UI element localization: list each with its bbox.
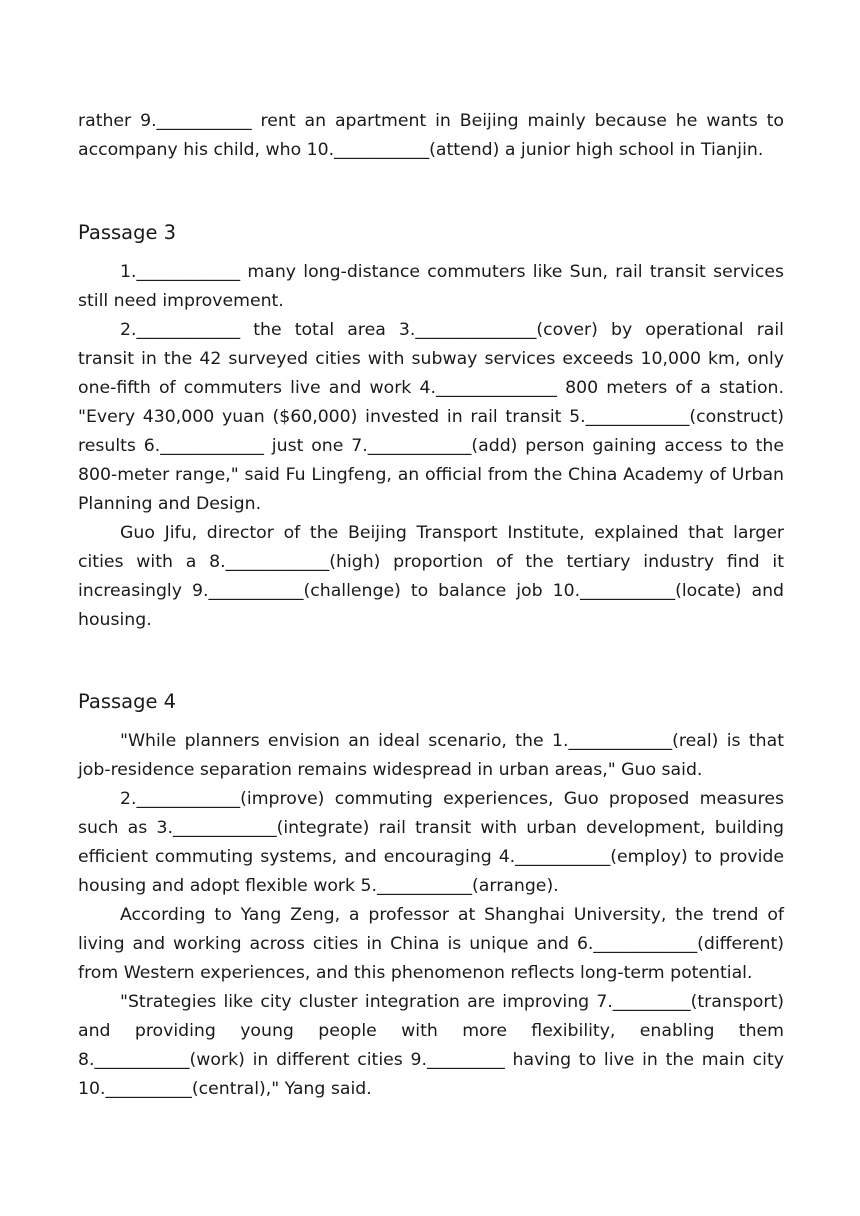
passage-2-tail-paragraph: rather 9.___________ rent an apartment in Beijing mainly because he wants to accompany his child, who 10.___________(attend) a junior high school in Tianjin. xyxy=(78,111,784,160)
passage-4-paragraph-1: "While planners envision an ideal scenario, the 1.____________(real) is that job-residence separation remains widespread in urban areas," Guo said. xyxy=(78,731,784,780)
passage-3-heading: Passage 3 xyxy=(78,221,177,244)
passage-4-paragraph-4: "Strategies like city cluster integration are improving 7._________(transport) and providing young people with more flexibility, enabling them 8.___________(work) in different cities 9._________ having to live in the main city 10.__________(central)," Yang said. xyxy=(78,992,784,1099)
passage-3-paragraph-2: 2.____________ the total area 3.______________(cover) by operational rail transit in the 42 surveyed cities with subway services exceeds 10,000 km, only one-fifth of commuters live and work 4.______________ 800 meters of a station. "Every 430,000 yuan ($60,000) invested in rail transit 5.____________(construct) results 6.____________ just one 7.____________(add) person gaining access to the 800-meter range," said Fu Lingfeng, an official from the China Academy of Urban Planning and Design. xyxy=(78,320,784,514)
passage-4-paragraph-3: According to Yang Zeng, a professor at Shanghai University, the trend of living and working across cities in China is unique and 6.____________(different) from Western experiences, and this phenomenon reflects long-term potential. xyxy=(78,905,784,983)
passage-4-heading: Passage 4 xyxy=(78,690,177,713)
passage-4-paragraph-2: 2.____________(improve) commuting experiences, Guo proposed measures such as 3.____________(integrate) rail transit with urban development, building efficient commuting systems, and encouraging 4.___________(employ) to provide housing and adopt flexible work 5.___________(arrange). xyxy=(78,789,784,896)
document-page xyxy=(78,107,784,1104)
passage-3-paragraph-3: Guo Jifu, director of the Beijing Transport Institute, explained that larger cities with a 8.____________(high) proportion of the tertiary industry find it increasingly 9.___________(challenge) to balance job 10.___________(locate) and housing. xyxy=(78,523,784,630)
passage-3-paragraph-1: 1.____________ many long-distance commuters like Sun, rail transit services still need improvement. xyxy=(78,262,784,311)
